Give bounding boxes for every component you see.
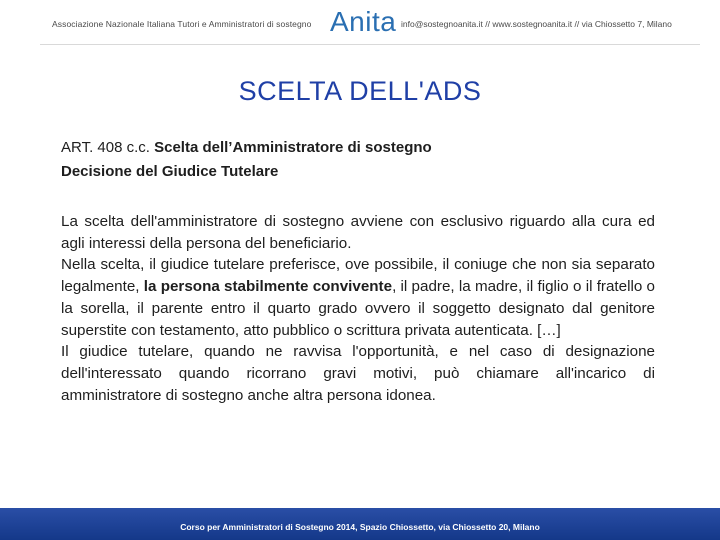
paragraph-3: Il giudice tutelare, quando ne ravvisa l'opportunità, e nel caso di designazione dell'interessato quando ricorrano gravi motivi, può chiamare all'incarico di amministratore di sostegno anche altra persona idonea. [61, 343, 655, 404]
paragraph-1: La scelta dell'amministratore di sostegno avviene con esclusivo riguardo alla cura ed agli interessi della persona del beneficiario. [61, 213, 655, 252]
paragraph-2-end: , il padre, la madre, il figlio o il fratello o la sorella, il parente entro il quarto grado ovvero il soggetto designato dal genitore superstite con testamento, atto pubblico o scrittura privata autenticata. […] [61, 278, 655, 339]
article-body [61, 211, 655, 406]
footer-bar [0, 508, 720, 540]
anita-logo: Anita [330, 6, 397, 37]
article-line [61, 136, 661, 160]
article-heading [61, 136, 661, 184]
header-bar [0, 0, 720, 56]
article-number: ART. 408 c.c. [61, 139, 155, 156]
slide-title: SCELTA DELL'ADS [238, 76, 482, 106]
footer-text: Corso per Amministratori di Sostegno 2014, Spazio Chiossetto, via Chiossetto 20, Milano [180, 522, 540, 532]
article-title: Scelta dell’Amministratore di sostegno [154, 139, 432, 156]
paragraph-2-start: Nella scelta, il giudice tutelare preferisce, ove possibile, il coniuge che non sia separato legalmente, [61, 256, 655, 296]
header-divider [40, 44, 700, 45]
association-name: Associazione Nazionale Italiana Tutori e Amministratori di sostegno [52, 19, 312, 29]
paragraph-2-emphasis: la persona stabilmente convivente [143, 278, 393, 296]
paragraph-2 [61, 254, 655, 341]
contact-info: info@sostegnoanita.it // www.sostegnoanita.it // via Chiossetto 7, Milano [401, 19, 672, 29]
decision-line: Decisione del Giudice Tutelare [61, 163, 279, 180]
